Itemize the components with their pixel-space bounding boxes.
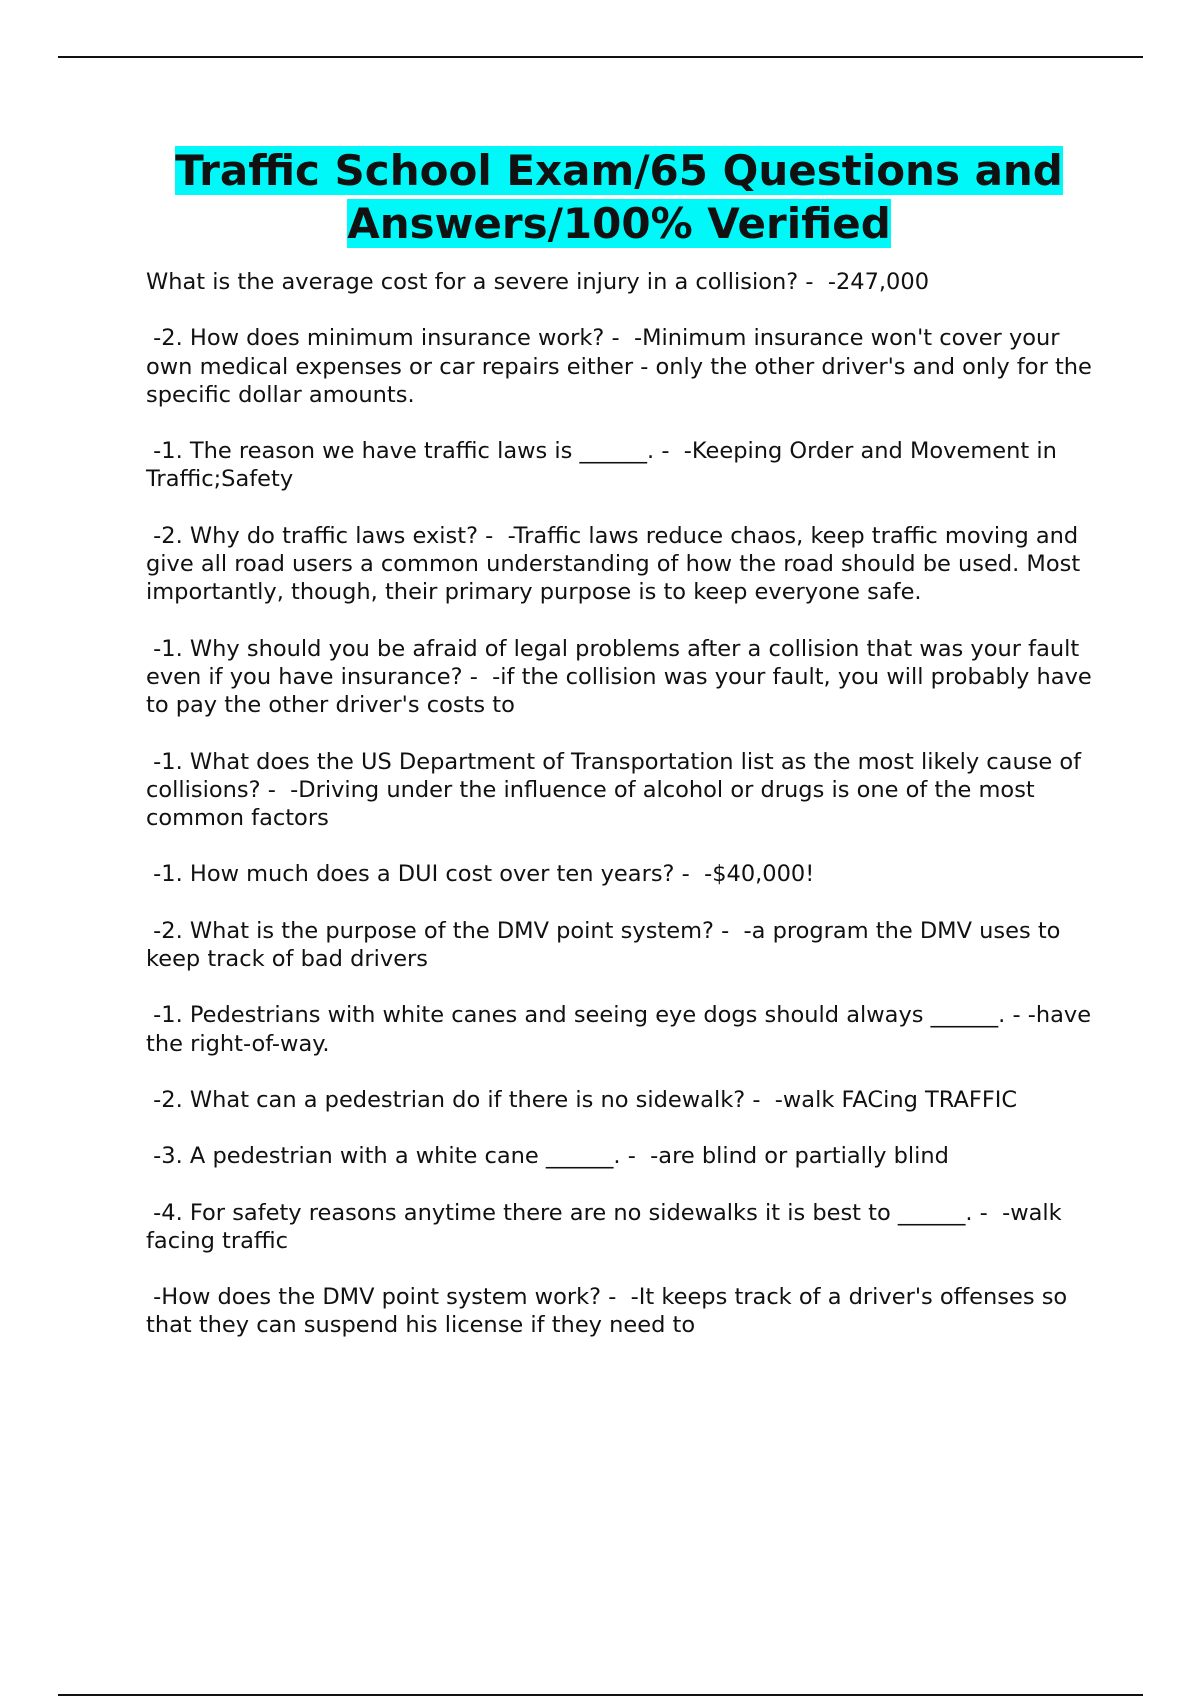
qa-item	[146, 1142, 1092, 1170]
document-title	[146, 144, 1092, 250]
qa-answer: -Traffic laws reduce chaos, keep traffic moving and give all road users a common understanding of how the road should be used. Most importantly, though, their primary purpose is to keep everyone safe.	[146, 522, 1088, 606]
qa-question: -1. How much does a DUI cost over ten years? -	[146, 861, 690, 888]
title-line-2: Answers/100% Verified	[347, 199, 891, 248]
qa-item	[146, 748, 1092, 833]
qa-answer: -247,000	[827, 269, 930, 295]
qa-answer: -walk facing traffic	[146, 1199, 1069, 1254]
qa-question: -2. What can a pedestrian do if there is no sidewalk? -	[146, 1086, 761, 1113]
qa-question: -1. The reason we have traffic laws is ______. -	[146, 438, 670, 465]
bottom-rule	[58, 1694, 1143, 1696]
qa-item	[146, 860, 1092, 888]
qa-answer: -have the right-of-way.	[146, 1002, 1099, 1057]
qa-item	[146, 324, 1100, 409]
document-page	[146, 144, 1100, 1368]
qa-answer: -Keeping Order and Movement in Traffic;Safety	[146, 438, 1064, 493]
qa-question: -1. Why should you be afraid of legal problems after a collision that was your fault even if you have insurance? -	[146, 635, 1087, 690]
qa-question: -2. What is the purpose of the DMV point system? -	[146, 917, 730, 944]
qa-list	[146, 268, 1100, 1340]
top-rule	[58, 56, 1143, 58]
qa-item	[146, 268, 1092, 296]
qa-answer: -It keeps track of a driver's offenses so that they can suspend his license if they need to	[146, 1284, 1075, 1339]
qa-item	[146, 1199, 1092, 1256]
qa-answer: -a program the DMV uses to keep track of bad drivers	[146, 917, 1068, 973]
qa-answer: -walk FACing TRAFFIC	[774, 1086, 1018, 1113]
qa-item	[146, 522, 1092, 607]
qa-item	[146, 635, 1099, 720]
qa-item	[146, 1086, 1092, 1114]
qa-question: -1. Pedestrians with white canes and seeing eye dogs should always ______. -	[146, 1002, 1021, 1029]
qa-question: -3. A pedestrian with a white cane ______. -	[146, 1143, 636, 1170]
title-line-1: Traffic School Exam/65 Questions and	[175, 146, 1063, 195]
qa-answer: -Driving under the influence of alcohol or drugs is one of the most common factors	[146, 776, 1042, 832]
qa-item	[146, 437, 1092, 494]
qa-question: -4. For safety reasons anytime there are no sidewalks it is best to ______. -	[146, 1199, 988, 1226]
qa-question: -2. Why do traffic laws exist? -	[146, 522, 494, 549]
qa-answer: -if the collision was your fault, you will probably have to pay the other driver's costs to	[146, 663, 1099, 719]
qa-question: What is the average cost for a severe injury in a collision? -	[146, 269, 814, 295]
qa-question: -How does the DMV point system work? -	[146, 1284, 617, 1311]
qa-answer: -Minimum insurance won't cover your own medical expenses or car repairs either - only the other driver's and only for the specific dollar amounts.	[146, 325, 1100, 408]
qa-question: -2. How does minimum insurance work? -	[146, 325, 620, 352]
qa-answer: -$40,000!	[704, 861, 815, 888]
qa-item	[146, 1001, 1099, 1058]
qa-question: -1. What does the US Department of Transportation list as the most likely cause of collisions? -	[146, 748, 1089, 803]
qa-item	[146, 1283, 1092, 1340]
qa-item	[146, 917, 1092, 974]
qa-answer: -are blind or partially blind	[650, 1143, 949, 1170]
